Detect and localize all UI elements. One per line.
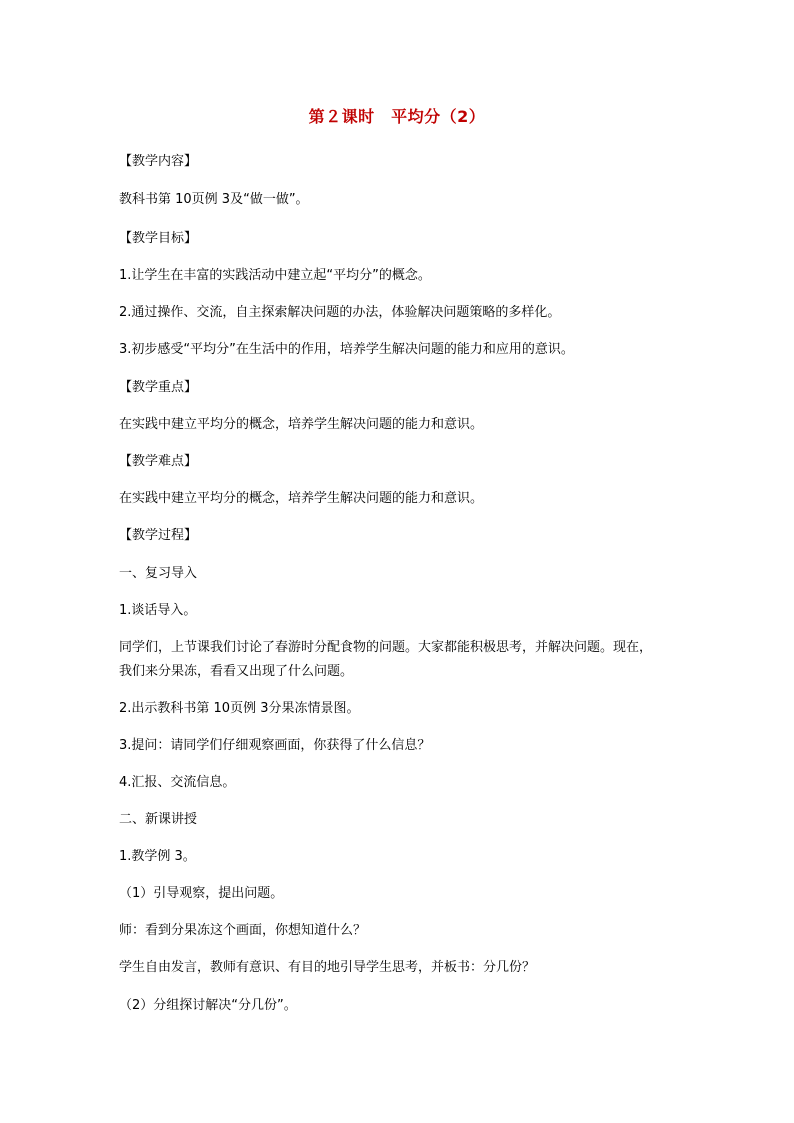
objective-3: 3.初步感受“平均分”在生活中的作用，培养学生解决问题的能力和应用的意识。: [119, 342, 574, 357]
step-1-1: 1.谈话导入。: [119, 603, 197, 618]
part-two-heading: 二、新课讲授: [119, 812, 198, 827]
lesson-title: 第２课时 平均分（2）: [308, 107, 486, 126]
difficulties-text: 在实践中建立平均分的概念，培养学生解决问题的能力和意识。: [119, 491, 484, 506]
step-2-1: 1.教学例 3。: [119, 849, 196, 864]
section-heading-objectives: 【教学目标】: [119, 231, 198, 246]
objective-2: 2.通过操作、交流，自主探索解决问题的办法，体验解决问题策略的多样化。: [119, 305, 561, 320]
teacher-question: 师：看到分果冻这个画面，你想知道什么？: [119, 923, 367, 938]
part-one-heading: 一、复习导入: [119, 566, 198, 581]
step-1-3: 3.提问：请同学们仔细观察画面，你获得了什么信息？: [119, 738, 431, 753]
step-1-2: 2.出示教科书第 10页例 3分果冻情景图。: [119, 701, 360, 716]
content-text: 教科书第 10页例 3及“做一做”。: [119, 192, 309, 207]
section-heading-content: 【教学内容】: [119, 154, 198, 169]
section-heading-key-points: 【教学重点】: [119, 380, 198, 395]
step-2-1-sub-1: （1）引导观察，提出问题。: [119, 886, 284, 901]
step-1-1-text-line1: 同学们，上节课我们讨论了春游时分配食物的问题。大家都能积极思考，并解决问题。现在，: [119, 640, 653, 655]
student-response: 学生自由发言，教师有意识、有目的地引导学生思考，并板书：分几份？: [119, 960, 536, 975]
step-1-4: 4.汇报、交流信息。: [119, 775, 236, 790]
step-1-1-text-line2: 我们来分果冻，看看又出现了什么问题。: [119, 664, 354, 679]
section-heading-difficulties: 【教学难点】: [119, 454, 198, 469]
key-points-text: 在实践中建立平均分的概念，培养学生解决问题的能力和意识。: [119, 417, 484, 432]
step-2-1-sub-2: （2）分组探讨解决“分几份”。: [119, 998, 297, 1013]
objective-1: 1.让学生在丰富的实践活动中建立起“平均分”的概念。: [119, 268, 431, 283]
section-heading-process: 【教学过程】: [119, 528, 198, 543]
